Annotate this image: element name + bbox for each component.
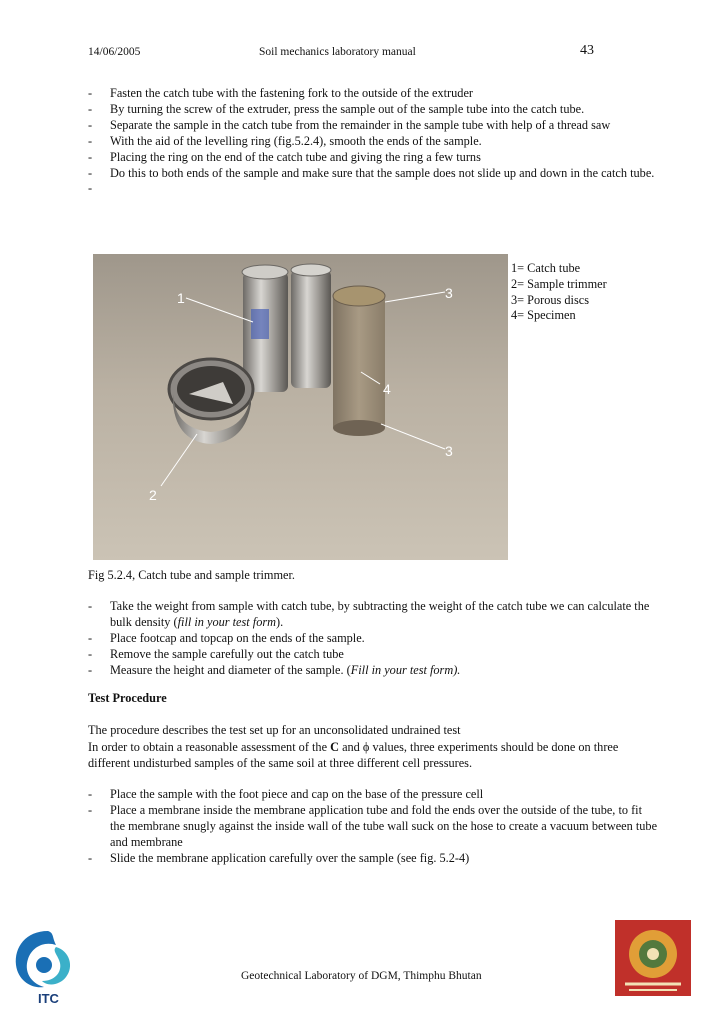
list-item: - Slide the membrane application carefully over the sample (see fig. 5.2-4): [88, 850, 470, 865]
catch-tube: [242, 264, 331, 392]
figure-label-2: 2: [149, 487, 157, 503]
list-item: - Place the sample with the foot piece and cap on the base of the pressure cell: [88, 787, 484, 801]
list-item: - Remove the sample carefully out the catch tube: [88, 646, 344, 661]
header-title: Soil mechanics laboratory manual: [259, 46, 416, 58]
legend-item: 3= Porous discs: [511, 292, 589, 307]
page-number: 43: [580, 43, 594, 58]
procedure-steps-list: [88, 787, 658, 867]
section-heading: Test Procedure: [88, 691, 167, 705]
specimen: [333, 286, 385, 436]
steps-mid-list: [88, 599, 658, 679]
figure-label-3-bottom: 3: [445, 443, 453, 459]
dgm-logo: [615, 920, 691, 996]
figure-label-4: 4: [383, 381, 391, 397]
list-item: - Fasten the catch tube with the fastening fork to the outside of the extruder: [88, 86, 473, 100]
intro-paragraph: The procedure describes the test set up for an unconsolidated undrained test In order to obtain a reasonable assessment of the C and ϕ values, three experiments should be done on three different undisturbed samples of the same soil at three different cell pressures.: [88, 723, 619, 770]
catch-tube-photo: [93, 254, 508, 560]
itc-logo-text: ITC: [38, 991, 59, 1005]
figure-label-1: 1: [177, 290, 185, 306]
list-item: - Take the weight from sample with catch tube, by subtracting the weight of the catch tube we can calculate the bulk density (fill in your test form).: [88, 599, 650, 629]
figure-label-3-top: 3: [445, 285, 453, 301]
list-item: - Place a membrane inside the membrane application tube and fold the ends over the outside of the tube, to fit the membrane snugly against the inside wall of the tube wall suck on the hose to create a vacuum between tube and membrane: [88, 802, 658, 849]
figure-legend: [511, 261, 607, 324]
itc-logo: [8, 925, 88, 1005]
steps-top-list: - Fasten the catch tube with the fastening fork to the outside of the extruder - By turning the screw of the extruder, press the sample out of the sample tube into the catch tube. - Separate the sample in the catch tube from the remainder in the sample tube with help of a thread saw - With the aid of the levelling ring (fig.5.2.4), smooth the ends of the sample. - Placing the ring on the end of the catch tube and giving the ring a few turns - Do this to both ends of the sample and make sure that the sample does not slide up and down in the catch tube. -: [88, 86, 658, 181]
legend-item: 1= Catch tube: [511, 261, 581, 275]
list-item: - With the aid of the levelling ring (fig.5.2.4), smooth the ends of the sample.: [88, 133, 482, 148]
list-item: - Placing the ring on the end of the catch tube and giving the ring a few turns: [88, 149, 481, 164]
list-item: - Do this to both ends of the sample and make sure that the sample does not slide up and down in the catch tube.: [88, 165, 655, 180]
list-item: - Measure the height and diameter of the sample. (Fill in your test form).: [88, 662, 461, 677]
legend-item: 2= Sample trimmer: [511, 276, 607, 291]
list-item: - Place footcap and topcap on the ends of the sample.: [88, 630, 365, 645]
legend-item: 4= Specimen: [511, 308, 576, 323]
page-footer: Geotechnical Laboratory of DGM, Thimphu Bhutan: [241, 970, 482, 982]
figure-caption: Fig 5.2.4, Catch tube and sample trimmer.: [88, 568, 295, 582]
list-item: - By turning the screw of the extruder, press the sample out of the sample tube into the catch tube.: [88, 101, 585, 116]
list-item: - Separate the sample in the catch tube from the remainder in the sample tube with help of a thread saw: [88, 117, 611, 132]
header-date: 14/06/2005: [88, 46, 141, 58]
